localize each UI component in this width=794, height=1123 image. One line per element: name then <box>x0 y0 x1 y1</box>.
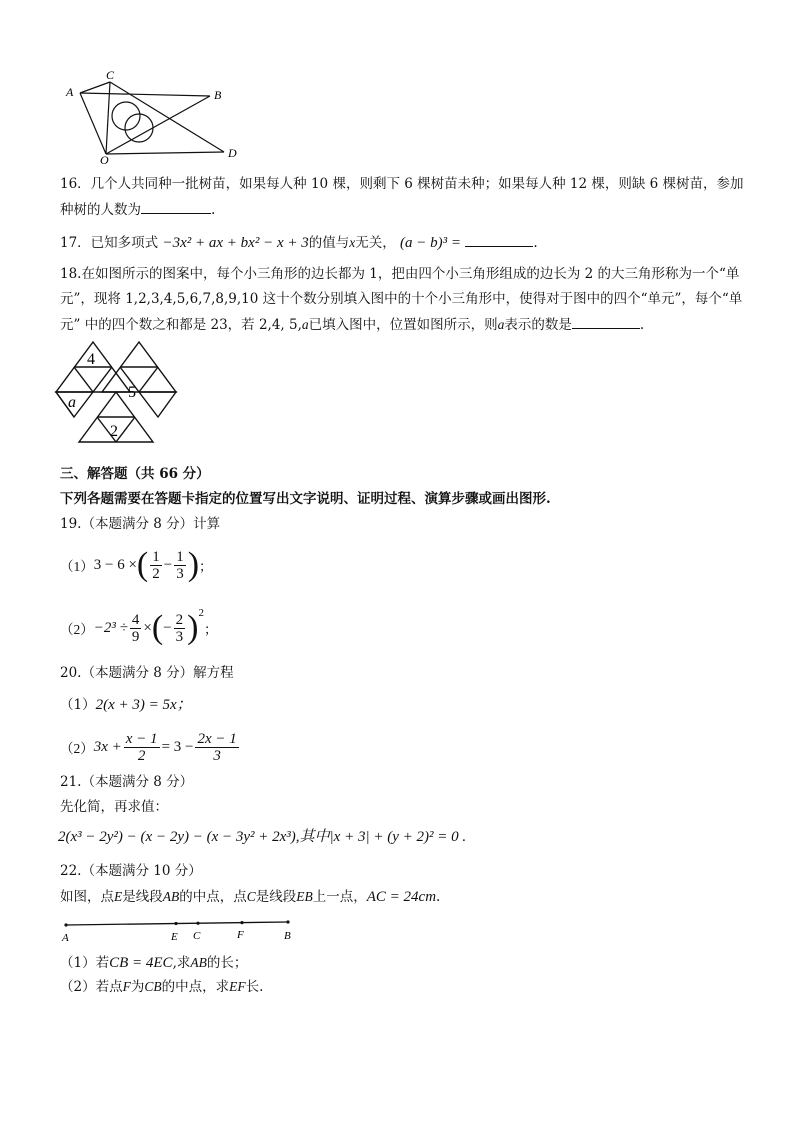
q18-line3c: 表示的数是 <box>504 317 572 333</box>
line-O-D <box>106 152 224 154</box>
label-D: D <box>228 146 237 160</box>
fraction-third <box>174 549 186 582</box>
q17-var: x <box>349 235 356 250</box>
q16-line1: 16．几个人共同种一批树苗，如果每人种 10 棵，则剩下 6 棵树苗未种；如果每人种 12 棵，则缺 6 棵树苗，参加 <box>60 176 744 192</box>
q17-expr: (a − b)³ = <box>400 235 462 251</box>
seg-label-C: C <box>193 930 201 942</box>
q21-expr-line <box>58 828 466 846</box>
denominator: 3 <box>175 628 184 645</box>
q22-head: 22.（本题满分 10 分） <box>60 863 202 879</box>
q18-line2: 元”，现将 1,2,3,4,5,6,7,8,9,10 这十个数分别填入图中的十个小三角形中，使得对于图中的四个“单元”，每个“单 <box>60 291 743 307</box>
q22-p2-cb: CB <box>144 979 162 994</box>
q19-p1-end: ； <box>199 559 213 574</box>
q16-answer-blank[interactable] <box>141 199 211 214</box>
q22-text-b: 是线段 <box>122 889 163 905</box>
times-sign: × <box>143 619 152 636</box>
numerator: 2 <box>175 611 184 628</box>
numerator: x − 1 <box>125 730 158 747</box>
q19-p1-a: 3 − 6 × <box>93 556 137 573</box>
q20-p2-mid: = 3 − <box>161 738 194 755</box>
q21-line1: 先化简，再求值： <box>60 799 168 815</box>
numerator: 1 <box>152 548 160 565</box>
segment-figure <box>58 916 298 946</box>
q22-point-C: C <box>246 889 256 904</box>
q22-seg-AB: AB <box>162 889 180 904</box>
tri-num-4: 4 <box>87 351 95 368</box>
q22-p1-b: ,求 <box>172 955 191 971</box>
q22-part2 <box>60 978 263 996</box>
fraction-x-minus-1-over-2 <box>124 731 160 764</box>
q22-text-f: . <box>436 889 441 905</box>
denominator: 3 <box>176 565 184 582</box>
label-C: C <box>106 68 115 82</box>
q16-end: . <box>211 202 216 218</box>
q17-poly: −3x² + ax + bx² − x + 3 <box>162 235 309 251</box>
q17-line <box>60 232 538 252</box>
q19-p1-label: （1） <box>60 559 94 574</box>
q18-line3a: 元” 中的四个数之和都是 23，若 2,4, 5, <box>60 317 302 333</box>
q16-line2 <box>60 199 215 219</box>
q17-prefix: 17．已知多项式 <box>60 235 159 251</box>
seg-label-A: A <box>62 932 69 944</box>
numerator: 4 <box>131 611 140 628</box>
q16-text: 种树的人数为 <box>60 202 141 218</box>
q18-var-a2: a <box>497 317 505 332</box>
right-paren: ) <box>187 546 200 583</box>
numerator: 1 <box>176 548 184 565</box>
q18-end: . <box>639 317 645 333</box>
q19-p2-a: −2³ ÷ <box>93 619 128 636</box>
tri-var-a: a <box>68 394 76 411</box>
q22-p1-ab: AB <box>190 955 207 970</box>
denominator: 2 <box>137 747 146 764</box>
point-C <box>196 922 199 925</box>
q18-var-a: a <box>301 317 309 332</box>
q22-point-E: E <box>114 889 123 904</box>
q22-p1-eq: CB = 4EC <box>109 955 173 971</box>
fraction-2x-minus-1-over-3 <box>195 731 238 764</box>
fraction-two-thirds <box>174 612 186 645</box>
line-C-D <box>110 82 224 152</box>
tri-num-5: 5 <box>128 384 136 401</box>
q22-text-d: 是线段 <box>255 889 297 905</box>
label-O: O <box>100 153 109 167</box>
left-paren: ( <box>151 609 164 646</box>
tri-num-2: 2 <box>110 423 118 440</box>
point-F <box>240 921 243 924</box>
minus-sign: − <box>163 556 173 573</box>
q20-p2-label: （2） <box>60 741 94 756</box>
exponent: 2 <box>198 607 204 619</box>
circle-left <box>112 102 140 130</box>
q20-p1-eq: 2(x + 3) = 5x； <box>95 697 192 713</box>
seg-label-B: B <box>284 930 291 942</box>
q20-p2-a: 3x + <box>93 738 122 755</box>
point-A <box>64 923 67 926</box>
line-A-C <box>80 82 110 93</box>
right-paren: ) <box>187 609 199 646</box>
q20-p1-label: （1） <box>60 697 96 713</box>
denominator: 2 <box>152 565 160 582</box>
seg-label-F: F <box>237 929 244 941</box>
line-C-O <box>106 82 110 154</box>
neg-sign: − <box>163 619 172 636</box>
q22-p1-a: （1）若 <box>60 955 110 971</box>
q22-p1-c: 的长； <box>206 955 248 971</box>
q22-p2-ef: EF <box>229 979 246 994</box>
q20-part2 <box>60 727 241 767</box>
q21-cond: ,其中|x + 3| + (y + 2)² = 0 . <box>295 829 467 845</box>
q17-mid: 的值与 <box>308 235 350 251</box>
q19-part2 <box>60 605 217 651</box>
seg-label-E: E <box>171 931 178 943</box>
q22-p2-d: 长. <box>245 979 264 995</box>
section3-instruction: 下列各题需要在答题卡指定的位置写出文字说明、证明过程、演算步骤或画出图形. <box>60 491 551 507</box>
q19-p2-label: （2） <box>60 622 94 637</box>
q22-p2-f: F <box>122 979 131 994</box>
label-B: B <box>214 88 222 102</box>
q22-seg-EB: EB <box>296 889 313 904</box>
q22-text-e: 上一点， <box>312 889 367 905</box>
fraction-half <box>150 549 162 582</box>
line-A-B <box>80 93 210 96</box>
q22-p2-c: 的中点，求 <box>161 979 230 995</box>
point-B <box>286 920 289 923</box>
q21-expr: 2(x³ − 2y²) − (x − 2y) − (x − 3y² + 2x³) <box>58 829 296 845</box>
point-E <box>174 922 177 925</box>
q22-ac-length: AC = 24cm <box>366 889 437 905</box>
q17-answer-blank[interactable] <box>465 232 533 247</box>
numerator: 2x − 1 <box>197 730 237 747</box>
geometry-figure <box>62 68 252 168</box>
q18-line3 <box>60 314 644 334</box>
q22-p2-b: 为 <box>130 979 145 995</box>
section3-title: 三、解答题（共 66 分） <box>60 466 210 482</box>
q17-mid2: 无关， <box>355 235 396 251</box>
q19-p2-end: ； <box>203 622 218 637</box>
q20-head: 20.（本题满分 8 分）解方程 <box>60 665 234 681</box>
triangle-pattern-figure <box>54 340 184 452</box>
q22-text-a: 如图，点 <box>60 889 114 905</box>
q18-line3b: 已填入图中，位置如图所示，则 <box>308 317 498 333</box>
denominator: 9 <box>131 628 140 645</box>
line-A-O <box>80 93 106 154</box>
q19-head: 19.（本题满分 8 分）计算 <box>60 516 221 532</box>
q20-part1 <box>60 696 192 714</box>
q22-part1 <box>60 954 247 972</box>
q21-head: 21.（本题满分 8 分） <box>60 774 194 790</box>
left-paren: ( <box>136 546 149 583</box>
q22-line1 <box>60 888 440 906</box>
fraction-four-ninths <box>130 612 142 645</box>
line-O-B <box>106 96 210 154</box>
q17-end: . <box>533 235 538 251</box>
q18-answer-blank[interactable] <box>572 314 640 329</box>
q22-p2-a: （2）若点 <box>60 979 123 995</box>
q19-part1 <box>60 543 213 587</box>
denominator: 3 <box>213 747 221 764</box>
label-A: A <box>66 85 74 99</box>
q22-text-c: 的中点，点 <box>179 889 247 905</box>
circle-right <box>125 114 153 142</box>
q18-line1: 18.在如图所示的图案中，每个小三角形的边长都为 1，把由四个小三角形组成的边长为 2 的大三角形称为一个“单 <box>60 266 740 282</box>
